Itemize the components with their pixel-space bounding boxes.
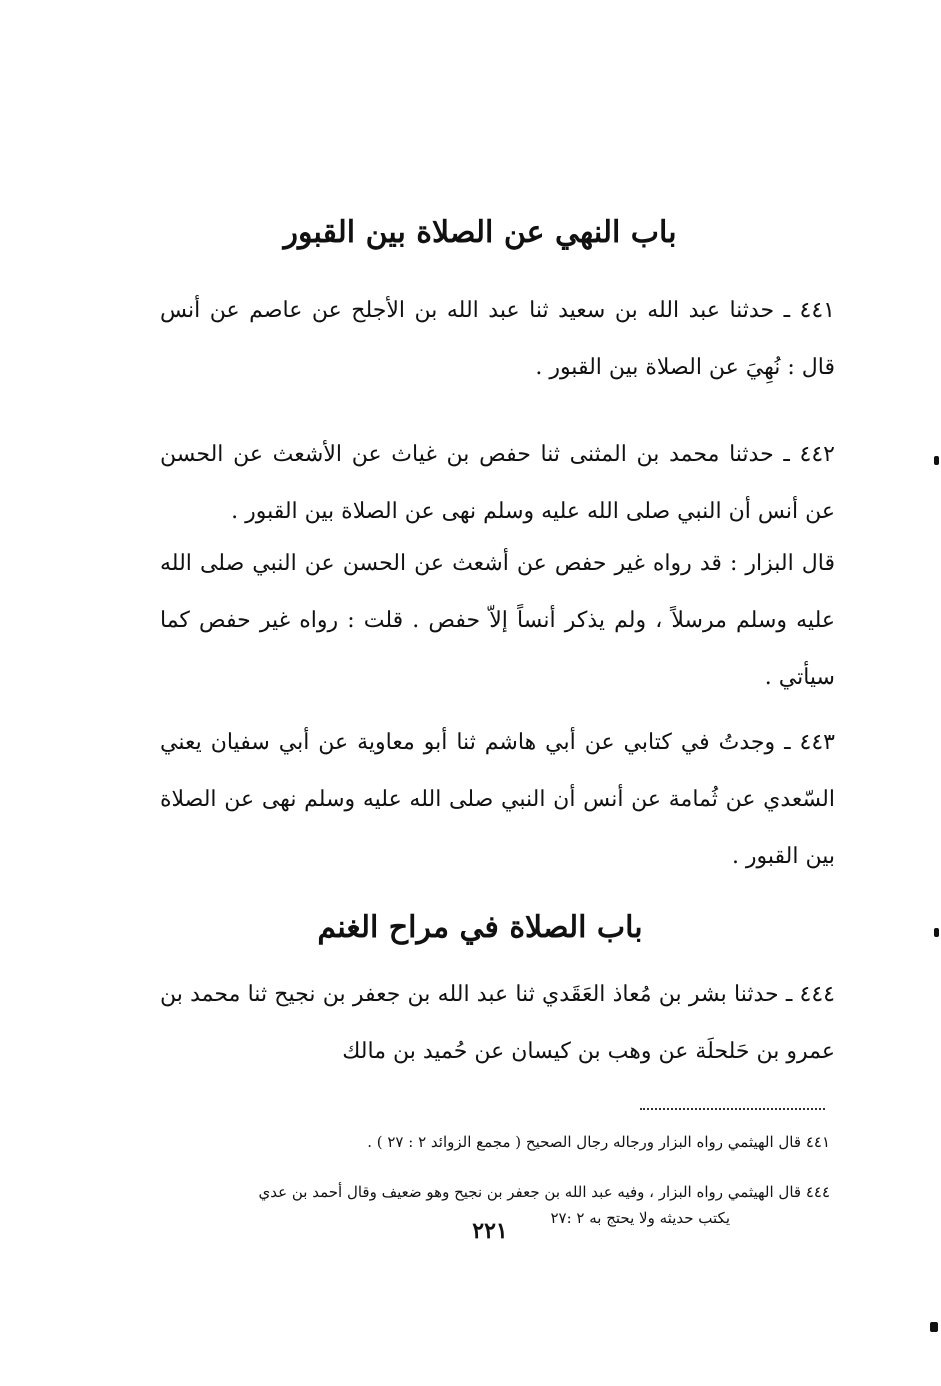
hadith-442: ٤٤٢ ـ حدثنا محمد بن المثنى ثنا حفص بن غياث عن الأشعث عن الحسن عن أنس أن النبي صلى الله عليه وسلم نهى عن الصلاة بين القبور . <box>160 442 835 524</box>
bazzar-note: قال البزار : قد رواه غير حفص عن أشعث عن الحسن عن النبي صلى الله عليه وسلم مرسلاً ، ولم يذكر أنساً إلاّ حفص . قلت : رواه غير حفص كما سيأتي . <box>160 551 835 690</box>
chapter-heading-graves: باب النهي عن الصلاة بين القبور <box>283 215 677 250</box>
footnote-separator <box>640 1108 825 1110</box>
hadith-443: ٤٤٣ ـ وجدتُ في كتابي عن أبي هاشم ثنا أبو معاوية عن أبي سفيان يعني السّعدي عن ثُمامة عن أنس أن النبي صلى الله عليه وسلم نهى عن الصلاة بين القبور . <box>160 730 835 869</box>
footnote-444-line-1: ٤٤٤ قال الهيثمي رواه البزار ، وفيه عبد الله بن جعفر بن نجيح وهو ضعيف وقال أحمد بن عدي <box>258 1183 830 1201</box>
page-number: ٢٢١ <box>472 1218 508 1244</box>
scan-speck <box>930 1322 938 1332</box>
footnote-441: ٤٤١ قال الهيثمي رواه البزار ورجاله رجال الصحيح ( مجمع الزوائد ٢ : ٢٧ ) . <box>367 1133 830 1151</box>
hadith-444: ٤٤٤ ـ حدثنا بشر بن مُعاذ العَقَدي ثنا عبد الله بن جعفر بن نجيح ثنا محمد بن عمرو بن حَلحلَة عن وهب بن كيسان عن حُميد بن مالك <box>160 982 835 1064</box>
footnote-444-line-2: يكتب حديثه ولا يحتج به ٢ :٢٧ <box>550 1209 730 1227</box>
scan-speck <box>934 928 939 937</box>
chapter-heading-sheep-pens: باب الصلاة في مراح الغنم <box>317 910 643 945</box>
scan-speck <box>934 456 939 465</box>
hadith-441: ٤٤١ ـ حدثنا عبد الله بن سعيد ثنا عبد الله بن الأجلح عن عاصم عن أنس قال : نُهِيَ عن الصلاة بين القبور . <box>160 298 835 380</box>
